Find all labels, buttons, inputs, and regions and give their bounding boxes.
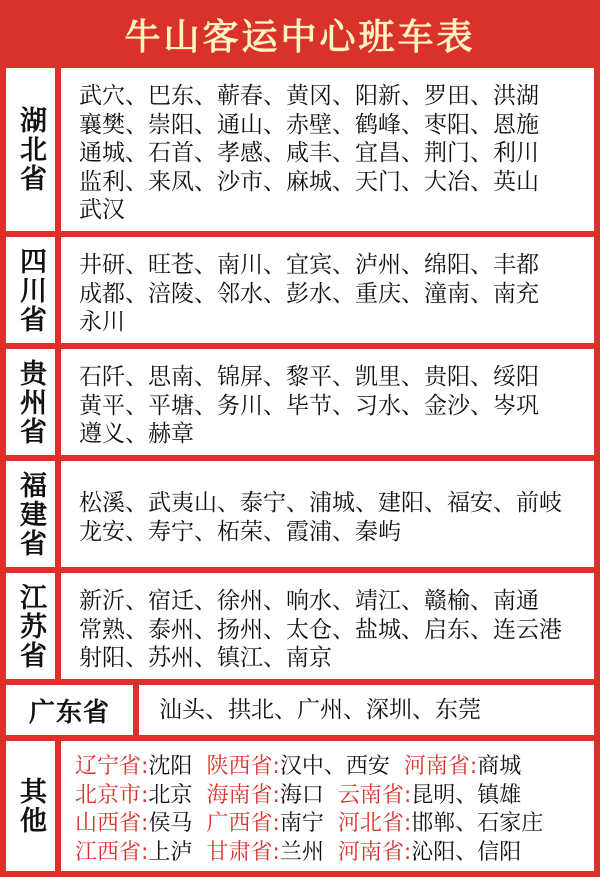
other-cities: 北京	[148, 782, 193, 808]
province-row-jiangsu	[6, 573, 594, 679]
city-list	[61, 573, 594, 679]
province-label: 江苏省	[6, 573, 55, 679]
other-line	[75, 782, 588, 811]
city-line: 通城、石首、孝感、咸丰、宜昌、荆门、利川	[79, 140, 539, 166]
other-cities: 侯马	[148, 811, 193, 836]
city-list	[61, 68, 594, 231]
province-row-sichuan	[6, 237, 594, 343]
city-list	[61, 349, 594, 455]
other-line	[75, 810, 588, 839]
city-line: 永川	[79, 309, 125, 335]
other-item	[75, 839, 192, 868]
other-cities: 南宁	[279, 811, 324, 836]
other-cities: 汉中、西安	[279, 754, 390, 779]
other-cities: 邯郸、石家庄	[411, 811, 544, 836]
other-cities: 商城	[477, 754, 522, 779]
city-line: 武汉	[79, 197, 125, 223]
city-line: 襄樊、崇阳、通山、赤壁、鹤峰、枣阳、恩施	[79, 111, 539, 138]
province-label: 广东省	[6, 685, 133, 735]
other-item	[206, 753, 389, 782]
other-province: 江西省:	[75, 839, 149, 865]
city-line: 武穴、巴东、蕲春、黄冈、阳新、罗田、洪湖	[79, 83, 539, 109]
city-line: 汕头、拱北、广州、深圳、东莞	[159, 696, 481, 723]
other-line	[75, 839, 588, 868]
other-item	[338, 782, 521, 811]
other-item	[338, 839, 521, 868]
city-list	[139, 685, 594, 735]
other-item	[75, 753, 192, 782]
other-cities: 沁阳、信阳	[411, 839, 522, 865]
other-province: 山西省:	[75, 811, 149, 836]
city-line: 石阡、思南、锦屏、黎平、凯里、贵阳、绥阳	[79, 364, 539, 390]
other-item	[75, 810, 192, 839]
other-province: 河南省:	[337, 839, 412, 865]
city-line: 监利、来凤、沙市、麻城、天门、大冶、英山	[79, 168, 539, 195]
other-item	[206, 782, 323, 811]
city-line: 成都、涪陵、邻水、彭水、重庆、潼南、南充	[79, 280, 539, 307]
province-row-hubei	[6, 68, 594, 231]
other-row	[6, 741, 594, 871]
province-label: 四川省	[6, 237, 55, 343]
other-item	[75, 782, 192, 811]
other-cities: 上泸	[148, 839, 193, 865]
other-cities: 昆明、镇雄	[411, 782, 522, 808]
city-list	[61, 237, 594, 343]
other-item	[404, 753, 521, 782]
province-label: 贵州省	[6, 349, 55, 455]
other-province: 海南省:	[206, 782, 280, 808]
other-item	[206, 839, 323, 868]
other-line	[75, 753, 588, 782]
other-province: 辽宁省:	[75, 754, 149, 779]
other-cities: 海口	[279, 782, 324, 808]
province-row-guangdong	[6, 685, 594, 735]
other-province: 陕西省:	[206, 754, 280, 779]
page-title: 牛山客运中心班车表	[124, 16, 476, 58]
city-line: 遵义、赫章	[79, 421, 194, 447]
province-label: 其他	[6, 741, 55, 871]
city-line: 射阳、苏州、镇江、南京	[79, 645, 332, 671]
city-list	[61, 461, 594, 567]
other-province: 云南省:	[337, 782, 412, 808]
city-line: 龙安、寿宁、柘荣、霞浦、秦屿	[79, 518, 401, 545]
other-province: 北京市:	[75, 782, 149, 808]
city-line: 井研、旺苍、南川、宜宾、泸州、绵阳、丰都	[79, 252, 539, 278]
city-line: 松溪、武夷山、泰宁、浦城、建阳、福安、前岐	[79, 490, 562, 516]
other-province: 广西省:	[206, 811, 280, 836]
other-province: 甘肃省:	[206, 839, 280, 865]
province-row-fujian	[6, 461, 594, 567]
other-item	[338, 810, 543, 839]
province-label: 福建省	[6, 461, 55, 567]
other-cities: 沈阳	[148, 754, 193, 779]
city-line: 新沂、宿迁、徐州、响水、靖江、赣榆、南通	[79, 588, 539, 614]
other-item	[206, 810, 323, 839]
province-row-guizhou	[6, 349, 594, 455]
other-province: 河北省:	[337, 811, 412, 836]
city-line: 黄平、平塘、务川、毕节、习水、金沙、岑巩	[79, 392, 539, 419]
other-cities: 兰州	[279, 839, 324, 865]
province-label: 湖北省	[6, 68, 55, 231]
other-province: 河南省:	[403, 754, 478, 779]
other-list	[61, 741, 594, 871]
city-line: 常熟、泰州、扬州、太仓、盐城、启东、连云港	[79, 616, 562, 643]
